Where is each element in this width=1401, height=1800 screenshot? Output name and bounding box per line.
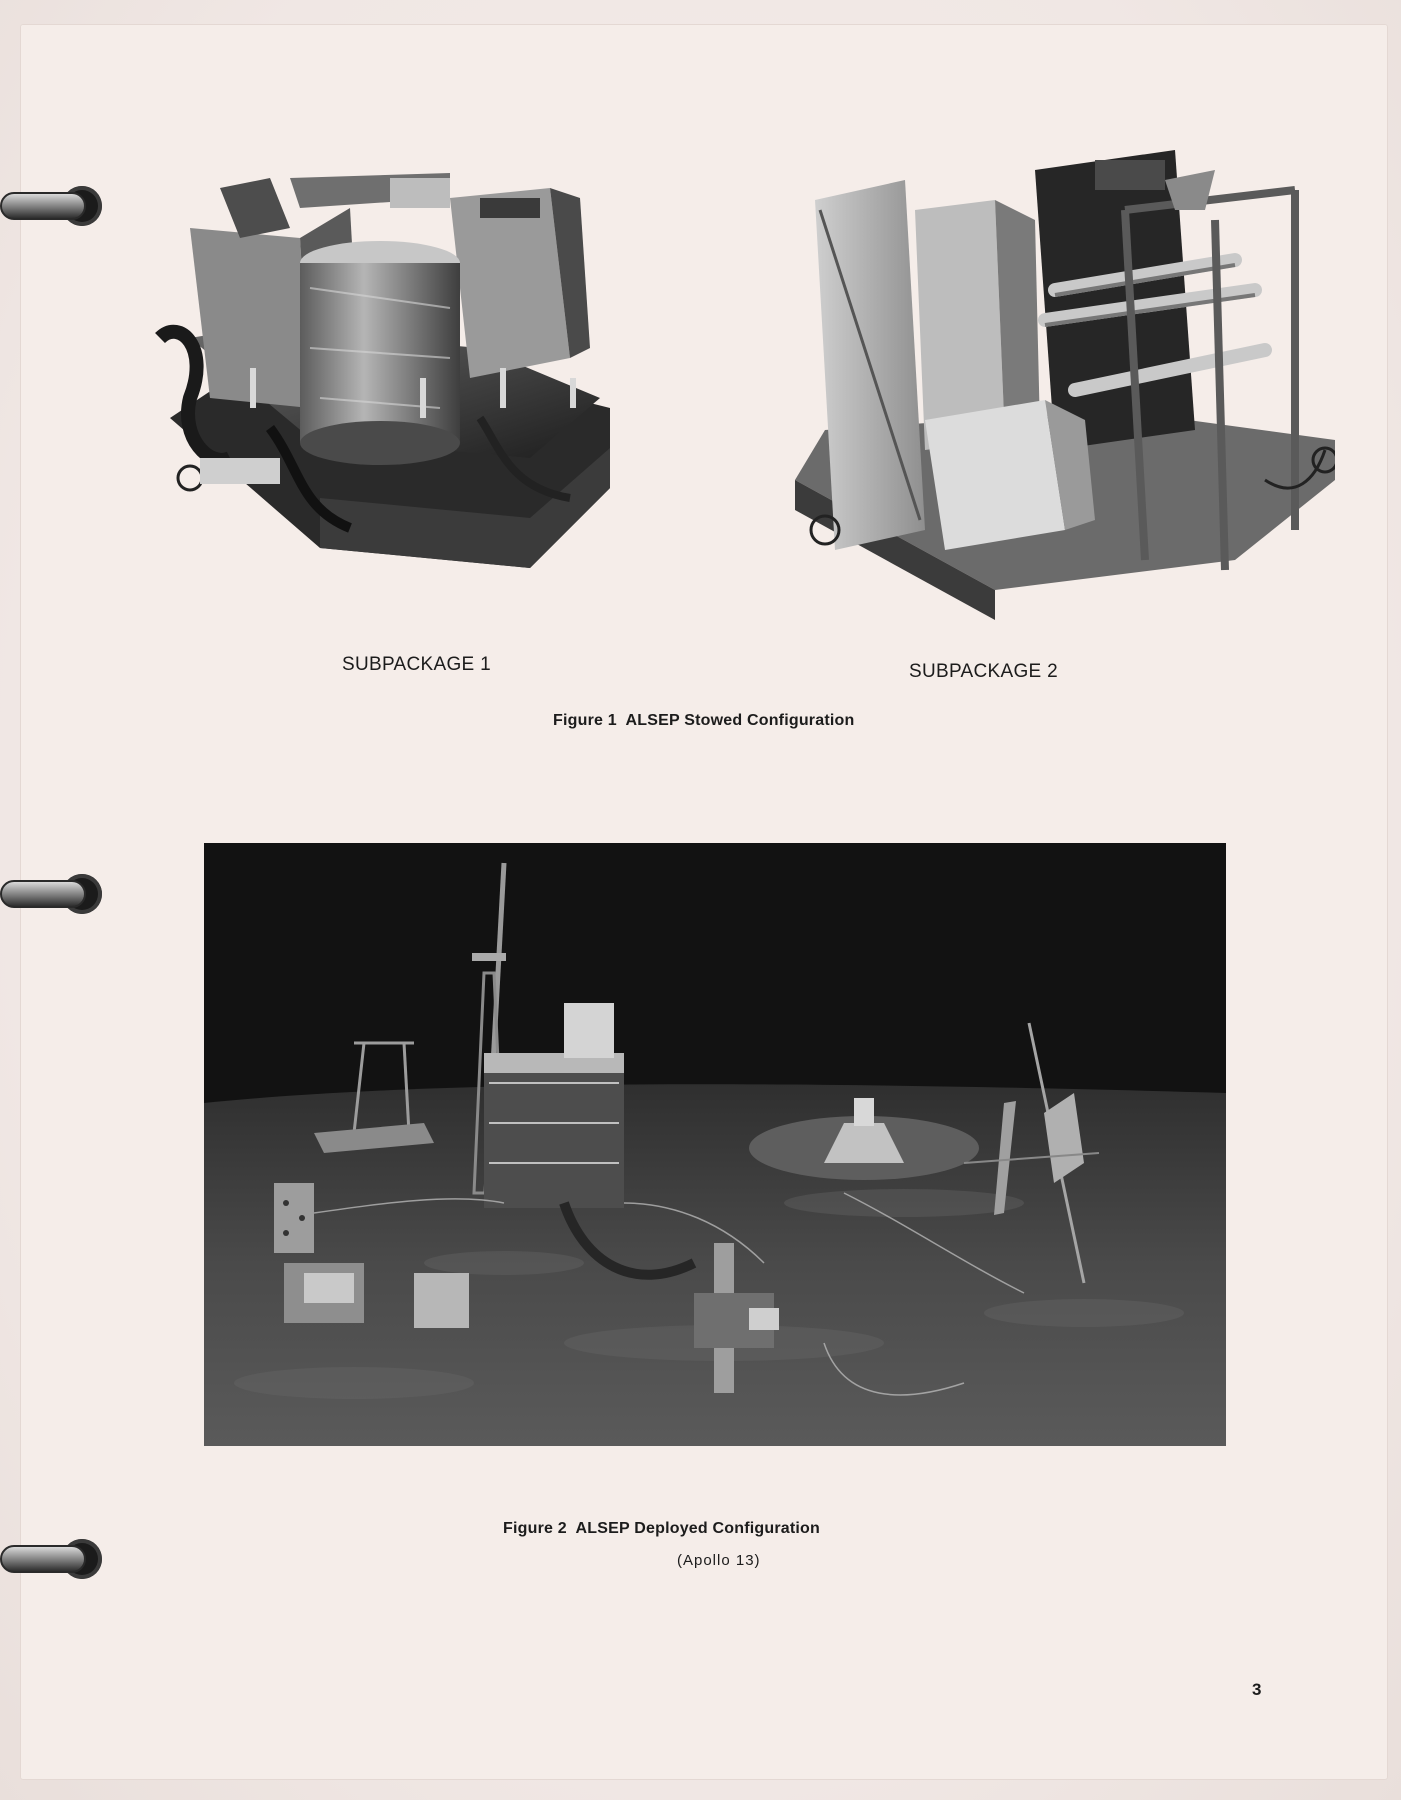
subpackage-1-label: SUBPACKAGE 1 xyxy=(342,654,491,675)
figure-2-caption xyxy=(503,1520,820,1538)
subpackage-2-label: SUBPACKAGE 2 xyxy=(909,661,1058,682)
subpackage-1-photo xyxy=(150,168,630,588)
figure-2-number: Figure 2 xyxy=(503,1520,567,1537)
subpackage-2-photo xyxy=(795,150,1335,620)
figure-2-subtitle: (Apollo 13) xyxy=(677,1552,761,1569)
binder-ring-bottom xyxy=(0,1533,110,1587)
page-number: 3 xyxy=(1252,1680,1262,1699)
deployed-configuration-photo xyxy=(204,843,1226,1446)
figure-1-number: Figure 1 xyxy=(553,712,617,729)
figure-1-title: ALSEP Stowed Configuration xyxy=(625,712,855,729)
binder-ring-top xyxy=(0,180,110,234)
figure-1-caption xyxy=(553,712,854,730)
binder-ring-middle xyxy=(0,868,110,922)
figure-2-title: ALSEP Deployed Configuration xyxy=(575,1520,820,1537)
